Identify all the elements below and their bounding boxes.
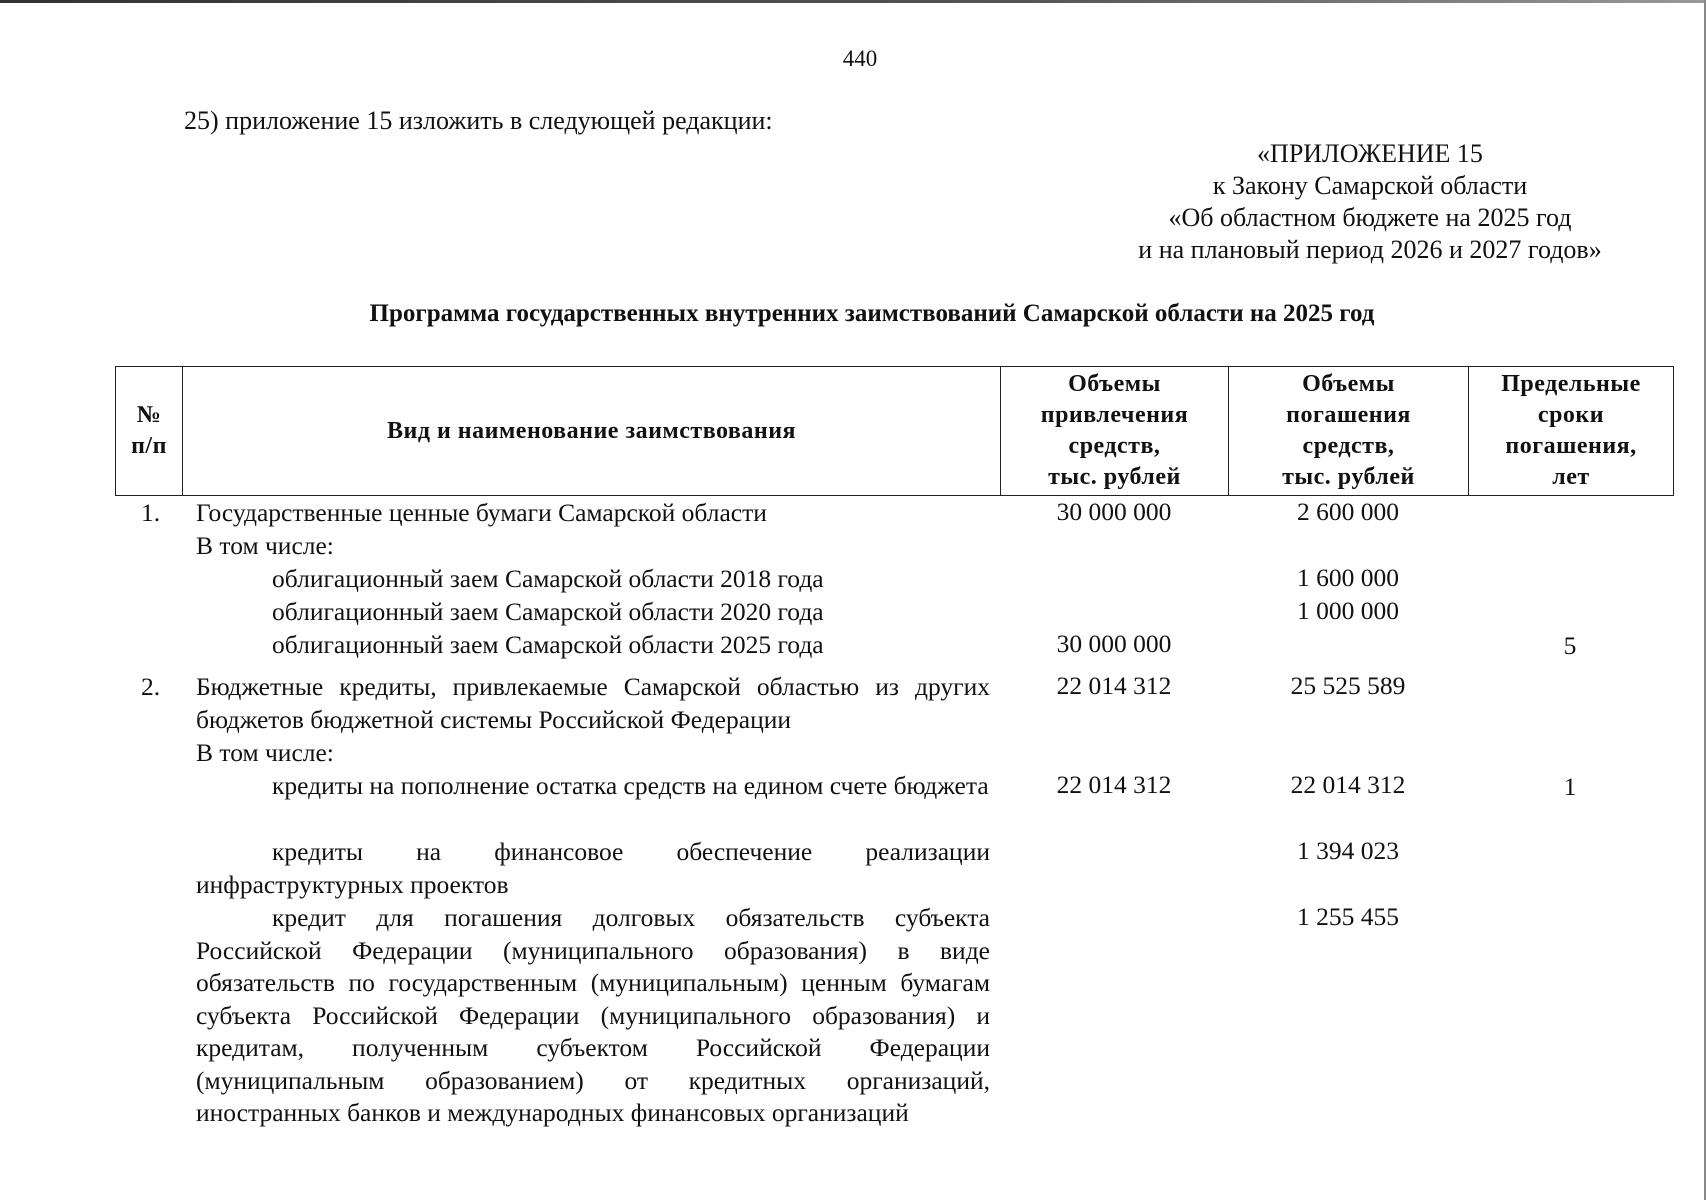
row-2-item-2 — [196, 836, 990, 901]
row-2-item-1-repay: 22 014 312 — [1290, 770, 1406, 799]
header-term — [1469, 367, 1674, 496]
row-1-item-1-repay: 1 600 000 — [1297, 563, 1399, 592]
row-2-attract: 22 014 312 — [1056, 671, 1172, 700]
row-2-number: 2. — [141, 672, 161, 701]
header-term-line: лет — [1552, 464, 1590, 490]
header-num — [116, 367, 183, 496]
row-1-item-1-name: облигационный заем Самарской области 2018 года — [272, 564, 824, 593]
row-1-repay: 2 600 000 — [1297, 497, 1399, 526]
scan-edge-top — [0, 0, 1706, 3]
row-2-including: В том числе: — [196, 738, 334, 767]
appendix-line-4: и на плановый период 2026 и 2027 годов» — [1138, 235, 1602, 264]
row-2-item-1 — [196, 770, 990, 803]
row-1-attract: 30 000 000 — [1056, 497, 1172, 526]
row-1-name: Государственные ценные бумаги Самарской области — [196, 498, 767, 527]
row-2-item-1-attract: 22 014 312 — [1056, 770, 1172, 799]
header-attract-line: средств, — [1068, 433, 1161, 459]
appendix-line-3: «Об областном бюджете на 2025 год — [1168, 203, 1572, 232]
header-attract-line: привлечения — [1040, 402, 1189, 428]
table-header — [115, 366, 1674, 496]
row-1-item-3-term: 5 — [1563, 631, 1577, 660]
row-1-item-3-name: облигационный заем Самарской области 2025 года — [272, 630, 824, 659]
header-attract-line: тыс. рублей — [1048, 464, 1181, 490]
header-repay-line: средств, — [1302, 433, 1395, 459]
row-1-including: В том числе: — [196, 531, 334, 560]
header-num-line: п/п — [131, 433, 167, 459]
page-number: 440 — [842, 46, 878, 71]
row-2-item-1-term: 1 — [1563, 772, 1577, 801]
header-attract — [1001, 367, 1229, 496]
row-1-number: 1. — [141, 498, 161, 527]
row-1-item-2-name: облигационный заем Самарской области 2020 года — [272, 597, 824, 626]
appendix-line-2: к Закону Самарской области — [1212, 171, 1528, 200]
row-2-item-2-repay: 1 394 023 — [1297, 836, 1399, 865]
header-repay — [1229, 367, 1469, 496]
appendix-block — [1060, 138, 1680, 266]
row-1-item-2-repay: 1 000 000 — [1297, 596, 1399, 625]
header-term-line: сроки — [1537, 402, 1605, 428]
header-repay-line: Объемы — [1302, 371, 1395, 397]
header-repay-line: тыс. рублей — [1282, 464, 1415, 490]
header-attract-line: Объемы — [1068, 371, 1161, 397]
intro-text: 25) приложение 15 изложить в следующей редакции: — [184, 106, 773, 135]
header-repay-line: погашения — [1286, 402, 1411, 428]
row-2-repay: 25 525 589 — [1290, 671, 1406, 700]
header-term-line: Предельные — [1501, 371, 1641, 397]
header-name: Вид и наименование заимствования — [183, 367, 1001, 496]
row-2-item-3-repay: 1 255 455 — [1297, 902, 1399, 931]
row-2-name: Бюджетные кредиты, привлекаемые Самарской областью из других бюджетов бюджетной системы Российской Федерации — [196, 672, 990, 734]
header-num-line: № — [136, 402, 162, 428]
header-term-line: погашения, — [1505, 433, 1637, 459]
row-2-item-1-name: кредиты на пополнение остатка средств на едином счете бюджета — [272, 771, 989, 800]
row-2-item-2-name: кредиты на финансовое обеспечение реализации инфраструктурных проектов — [196, 837, 990, 899]
appendix-line-1: «ПРИЛОЖЕНИЕ 15 — [1257, 139, 1483, 168]
row-1-item-3-attract: 30 000 000 — [1056, 629, 1172, 658]
row-2-item-3-name: кредит для погашения долговых обязательств субъекта Российской Федерации (муниципального образования) в виде обязательств по государственным (муниципальным) ценным бумагам субъекта Российской Федерации (муниципального образования) и кредитам, полученным субъектом Российской Федерации (муниципальным образованием) от кредитных организаций, иностранных банков и международных финансовых организаций — [196, 903, 990, 1127]
row-2-item-3 — [196, 902, 990, 1130]
document-title: Программа государственных внутренних заимствований Самарской области на 2025 год — [369, 300, 1375, 327]
